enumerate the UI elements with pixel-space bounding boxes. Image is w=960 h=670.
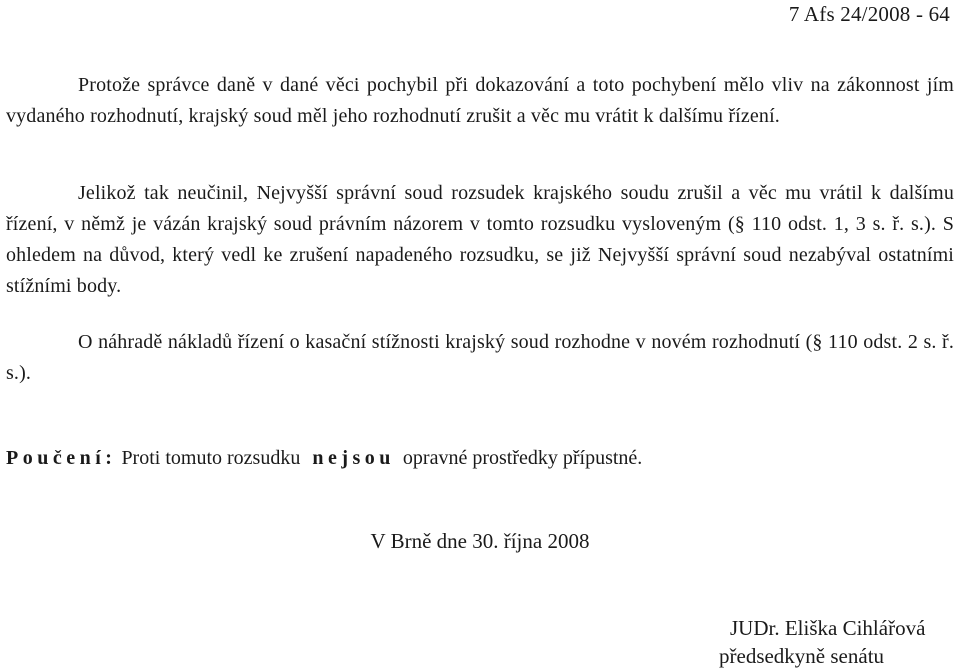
paragraph-text: Jelikož tak neučinil, Nejvyšší správní soud rozsudek krajského soudu zrušil a věc mu vrátil k dalšímu řízení, v němž je vázán krajský soud právním názorem v tomto rozsudku vysloveným (§ 110 odst. 1, 3 s. ř. s.). S ohledem na důvod, který vedl ke zrušení napadeného rozsudku, se již Nejvyšší správní soud nezabýval ostatními stížními body.: [6, 182, 954, 297]
paragraph-costs: [6, 327, 954, 389]
case-number: 7 Afs 24/2008 - 64: [788, 2, 950, 26]
paragraph-text: Protože správce daně v dané věci pochybil při dokazování a toto pochybení mělo vliv na zákonnost jím vydaného rozhodnutí, krajský soud měl jeho rozhodnutí zrušit a věc mu vrátit k dalšímu řízení.: [6, 74, 954, 127]
instruction-emphasis: nejsou: [312, 447, 395, 469]
instruction-line: [6, 443, 954, 474]
instruction-text-before: Proti tomuto rozsudku: [121, 447, 301, 469]
paragraph-reasoning-2: [6, 178, 954, 302]
signer-role: předsedkyně senátu: [719, 644, 885, 668]
signer-name: JUDr. Eliška Cihlářová: [730, 616, 926, 640]
instruction-text-after: opravné prostředky přípustné.: [402, 447, 643, 469]
paragraph-reasoning-1: [6, 70, 954, 132]
paragraph-text: O náhradě nákladů řízení o kasační stížnosti krajský soud rozhodne v novém rozhodnutí (§ 110 odst. 2 s. ř. s.).: [6, 331, 954, 384]
instruction-heading: Poučení:: [6, 447, 117, 469]
place-date: V Brně dne 30. října 2008: [370, 529, 590, 553]
